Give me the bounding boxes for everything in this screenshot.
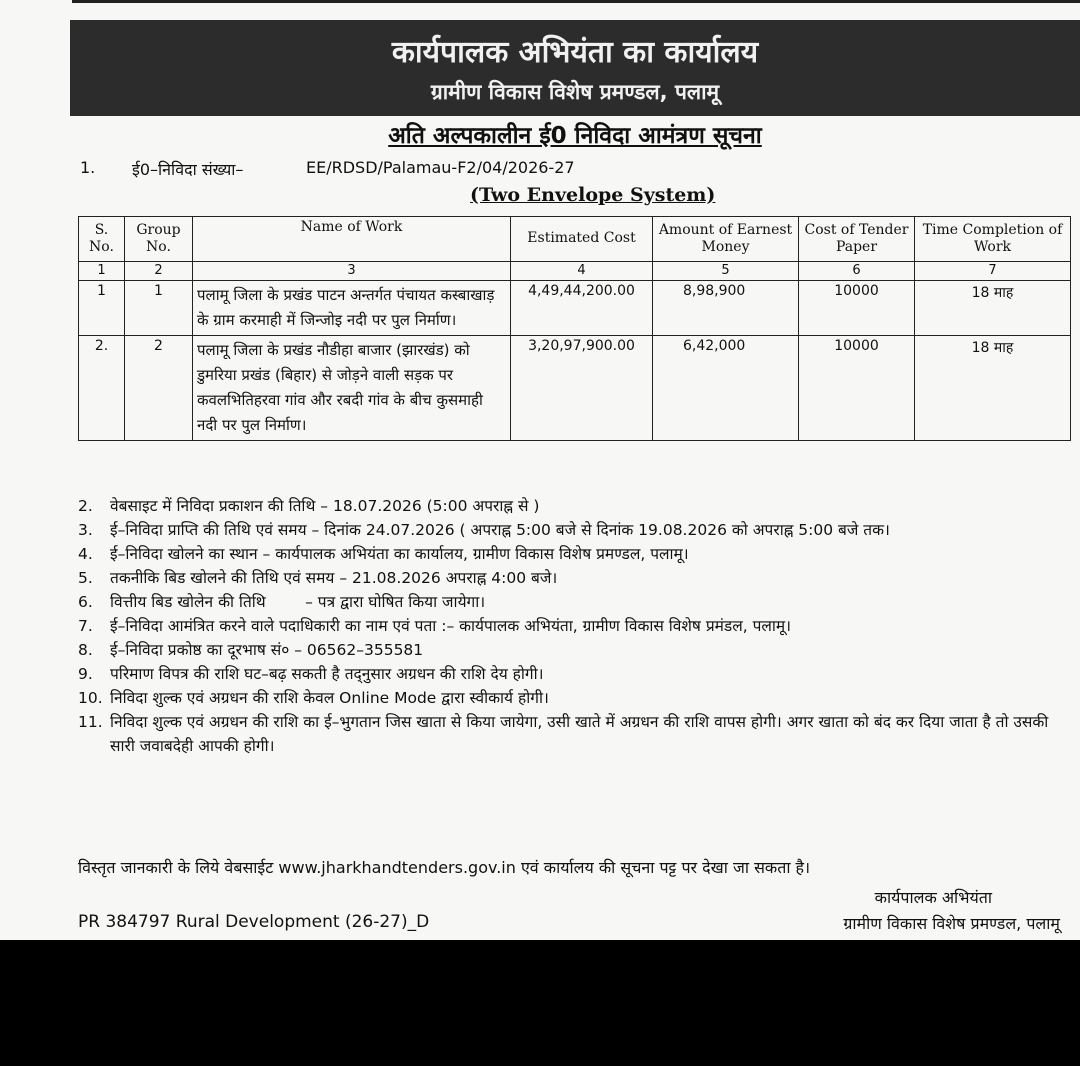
cell-cost: 3,20,97,900.00: [511, 336, 653, 441]
col-header-time: Time Completion of Work: [915, 217, 1071, 262]
table-header-row: [79, 217, 1071, 262]
col-header-tender-paper: Cost of Tender Paper: [799, 217, 915, 262]
website-footnote: विस्तृत जानकारी के लिये वेबसाईट www.jharkhandtenders.gov.in एवं कार्यालय की सूचना पट्ट पर देखा जा सकता है।: [78, 858, 811, 877]
notice-points: [78, 494, 1074, 758]
list-item: [78, 662, 1074, 686]
point-number: 3.: [78, 521, 93, 539]
point-number: 2.: [78, 497, 93, 515]
col-header-group: Group No.: [125, 217, 193, 262]
point-text: परिमाण विपत्र की राशि घट–बढ़ सकती है तद्नुसार अग्रधन की राशि देय होगी।: [110, 665, 544, 683]
point-text: निविदा शुल्क एवं अग्रधन की राशि का ई–भुगतान जिस खाता से किया जायेगा, उसी खाते में अग्रधन की राशि वापस होगी। अगर खाता को बंद कर दिया जाता है तो उसकी सारी जवाबदेही आपकी होगी।: [110, 713, 1049, 755]
col-number: 4: [511, 262, 653, 281]
point-text: वित्तीय बिड खोलेन की तिथि – पत्र द्वारा घोषित किया जायेगा।: [110, 593, 486, 611]
cell-work: पलामू जिला के प्रखंड नौडीहा बाजार (झारखंड) को डुमरिया प्रखंड (बिहार) से जोड़ने वाली सड़क पर कवलभितिहरवा गांव और रबदी गांव के बीच कुसमाही नदी पर पुल निर्माण।: [193, 336, 511, 441]
tender-reference-number: EE/RDSD/Palamau-F2/04/2026-27: [306, 158, 575, 177]
list-item: [78, 638, 1074, 662]
list-item: [78, 710, 1074, 758]
point-number: 11.: [78, 713, 103, 731]
table-row: [79, 336, 1071, 441]
cell-cost: 4,49,44,200.00: [511, 281, 653, 336]
col-number: 1: [79, 262, 125, 281]
col-number: 5: [653, 262, 799, 281]
signature-office: ग्रामीण विकास विशेष प्रमण्डल, पलामू: [843, 914, 1060, 933]
point-text: तकनीकि बिड खोलने की तिथि एवं समय – 21.08.2026 अपराह्न 4:00 बजे।: [110, 569, 558, 587]
cell-tender-paper: 10000: [799, 281, 915, 336]
cell-time: 18 माह: [915, 336, 1071, 441]
point-number: 5.: [78, 569, 93, 587]
cell-group: 2: [125, 336, 193, 441]
item-1-label: ई0–निविदा संख्या–: [132, 160, 244, 179]
office-banner: [70, 20, 1080, 116]
point-text: वेबसाइट में निविदा प्रकाशन की तिथि – 18.07.2026 (5:00 अपराह्न से ): [110, 497, 540, 515]
list-item: [78, 614, 1074, 638]
point-text: निविदा शुल्क एवं अग्रधन की राशि केवल Online Mode द्वारा स्वीकार्य होगी।: [110, 689, 549, 707]
signature-designation: कार्यपालक अभियंता: [874, 888, 992, 907]
cell-sno: 2.: [79, 336, 125, 441]
point-number: 10.: [78, 689, 103, 707]
pr-code: PR 384797 Rural Development (26-27)_D: [78, 912, 430, 932]
cell-sno: 1: [79, 281, 125, 336]
cell-work: पलामू जिला के प्रखंड पाटन अन्तर्गत पंचायत कस्बाखाड़ के ग्राम करमाही में जिन्जोइ नदी पर पुल निर्माण।: [193, 281, 511, 336]
list-item: [78, 566, 1074, 590]
col-header-work: Name of Work: [193, 217, 511, 262]
cell-earnest: 8,98,900: [653, 281, 799, 336]
col-number: 6: [799, 262, 915, 281]
point-text: ई–निविदा आमंत्रित करने वाले पदाधिकारी का नाम एवं पता :– कार्यपालक अभियंता, ग्रामीण विकास विशेष प्रमंडल, पलामू।: [110, 617, 792, 635]
list-item: [78, 494, 1074, 518]
point-number: 4.: [78, 545, 93, 563]
cell-time: 18 माह: [915, 281, 1071, 336]
list-item: [78, 590, 1074, 614]
point-number: 6.: [78, 593, 93, 611]
point-text: ई–निविदा खोलने का स्थान – कार्यपालक अभियंता का कार्यालय, ग्रामीण विकास विशेष प्रमण्डल, पलामू।: [110, 545, 689, 563]
point-number: 9.: [78, 665, 93, 683]
col-header-sno: S. No.: [79, 217, 125, 262]
notice-title: अति अल्पकालीन ई0 निविदा आमंत्रण सूचना: [388, 123, 762, 149]
point-text: ई–निविदा प्राप्ति की तिथि एवं समय – दिनांक 24.07.2026 ( अपराह्न 5:00 बजे से दिनांक 19.08.2026 को अपराह्न 5:00 बजे तक।: [110, 521, 890, 539]
top-rule: [72, 0, 1080, 3]
list-item: [78, 686, 1074, 710]
point-text: ई–निविदा प्रकोष्ठ का दूरभाष सं० – 06562–355581: [110, 641, 424, 659]
col-header-earnest: Amount of Earnest Money: [653, 217, 799, 262]
point-number: 8.: [78, 641, 93, 659]
office-title: कार्यपालक अभियंता का कार्यालय: [391, 35, 759, 70]
envelope-system-label: (Two Envelope System): [470, 184, 716, 206]
cell-group: 1: [125, 281, 193, 336]
list-item: [78, 542, 1074, 566]
cell-tender-paper: 10000: [799, 336, 915, 441]
col-number: 2: [125, 262, 193, 281]
cell-earnest: 6,42,000: [653, 336, 799, 441]
table-row: [79, 281, 1071, 336]
column-number-row: [79, 262, 1071, 281]
col-header-cost: Estimated Cost: [511, 217, 653, 262]
list-item: [78, 518, 1074, 542]
tender-table: [78, 216, 1071, 441]
office-subtitle: ग्रामीण विकास विशेष प्रमण्डल, पलामू: [430, 80, 720, 104]
item-1-number: 1.: [80, 158, 96, 177]
col-number: 7: [915, 262, 1071, 281]
point-number: 7.: [78, 617, 93, 635]
col-number: 3: [193, 262, 511, 281]
